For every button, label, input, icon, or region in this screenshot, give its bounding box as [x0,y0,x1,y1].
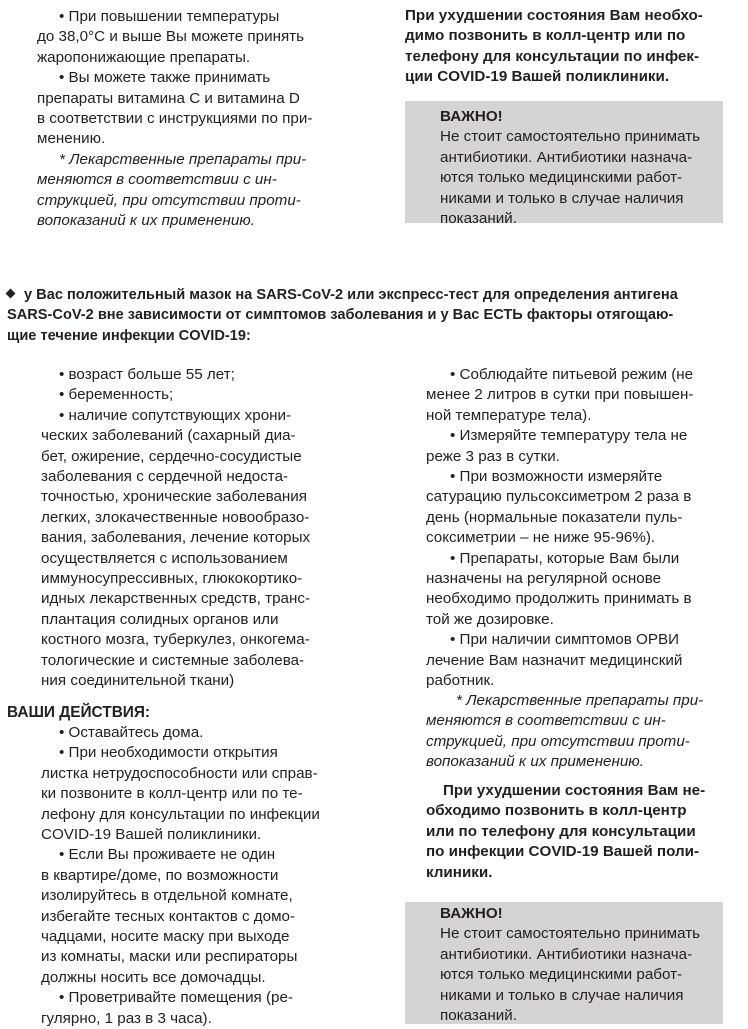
heading-line: SARS-CoV-2 вне зависимости от симптомов заболевания и у Вас ЕСТЬ факторы отягощаю- [7,307,674,324]
recommendation-line: лечение Вам назначит медицинский [426,651,683,669]
important-title: ВАЖНО! [440,905,503,922]
action-line: COVID-19 Вашей поликлиники. [41,826,262,844]
action-line: ки позвоните в колл-центр или по те- [41,785,303,803]
recommendation-line: назначены на регулярной основе [426,570,662,588]
medication-note [37,150,337,232]
risk-factor-line: плантация солидных органов или [41,610,279,628]
important-line: антибиотики. Антибиотики назнача- [440,945,693,963]
actions-heading [7,703,150,723]
section-heading [7,285,742,346]
important-line: Не стоит самостоятельно принимать [440,925,701,943]
risk-factor-line: вания, заболевания, лечение которых [41,529,311,547]
risk-factor-line: заболевания с сердечной недоста- [41,468,289,486]
important-line: никами и только в случае наличия [440,189,684,207]
notice-line: клиники. [426,863,493,881]
heading-line: у Вас положительный мазок на SARS-CoV-2 или экспресс-тест для определения антигена [7,285,742,305]
important-line: показаний. [440,1007,517,1025]
important-line: никами и только в случае наличия [440,986,684,1004]
action-line: чадцами, носите маску при выходе [41,928,290,946]
important-title: ВАЖНО! [440,108,503,125]
important-line: антибиотики. Антибиотики назнача- [440,148,693,166]
important-box-bottom [405,902,723,1024]
note-line: * Лекарственные препараты при- [59,151,307,168]
important-line: показаний. [440,210,517,228]
recommendation-line: • При возможности измеряйте [450,468,663,486]
actions-list [41,723,351,1029]
note-line: * Лекарственные препараты при- [456,692,704,709]
notice-line: или по телефону для консультации [426,822,696,840]
risk-factor-line: бет, ожирение, сердечно-сосудистые [41,447,302,465]
note-line: меняются в соответствии с ин- [426,712,666,730]
note-line: струкцией, при отсутствии проти- [37,191,301,209]
action-line: лефону для консультации по инфекции [41,805,320,823]
risk-factors-list [41,365,351,692]
text-line: препараты витамина С и витамина D [37,89,300,107]
risk-factor-line: • беременность; [59,386,174,404]
text-line: менению. [37,130,106,148]
risk-factor-line: легких, злокачественные новообразо- [41,508,310,526]
notice-line: телефону для консультации по инфек- [405,47,700,65]
action-line: из комнаты, маски или респираторы [41,948,298,966]
notice-line: обходимо позвонить в колл-центр [426,802,687,820]
risk-factor-line: • возраст больше 55 лет; [59,366,235,383]
important-line: ются только медицинскими работ- [440,966,683,984]
recommendation-line: ной температуре тела). [426,406,592,424]
heading-line: щие течение инфекции COVID-19: [7,327,251,344]
risk-factor-line: иммуносупрессивных, глюкокортико- [41,570,303,588]
notice-line: ции COVID-19 Вашей поликлиники. [405,68,670,86]
risk-factor-line: костного мозга, туберкулез, онкогема- [41,631,310,649]
call-center-notice-right [426,781,741,883]
recommendations-list [426,365,736,692]
action-line: должны носить все домочадцы. [41,968,266,986]
notice-line: При ухудшении состояния Вам не- [443,782,706,799]
action-line: в квартире/доме, по возможности [41,866,279,884]
risk-factor-line: • наличие сопутствующих хрони- [59,406,292,424]
action-line: изолируйтесь в отдельной комнате, [41,887,293,905]
action-line: гулярно, 1 раз в 3 часа). [41,1009,212,1027]
risk-factor-line: идных лекарственных средств, транс- [41,590,310,608]
recommendation-line: работник. [426,672,495,690]
risk-factor-line: ческих заболеваний (сахарный диа- [41,427,296,445]
recommendation-line: необходимо продолжить принимать в [426,590,692,608]
note-line: вопоказаний к их применению. [426,753,644,771]
recommendation-line: • Соблюдайте питьевой режим (не [450,366,694,383]
recommendation-line: • Измеряйте температуру тела не [450,427,688,445]
action-line: • Проветривайте помещения (ре- [59,989,294,1007]
actions-heading-text: ВАШИ ДЕЙСТВИЯ: [7,704,151,721]
notice-line: по инфекции COVID-19 Вашей поли- [426,843,700,861]
action-line: избегайте тесных контактов с домо- [41,907,296,925]
note-line: меняются в соответствии с ин- [37,171,277,189]
recommendation-line: день (нормальные показатели пуль- [426,508,683,526]
text-line: жаропонижающие препараты. [37,48,251,66]
recommendation-line: той же дозировке. [426,610,554,628]
action-line: • Если Вы проживаете не один [59,846,276,864]
risk-factor-line: тологические и системные заболева- [41,651,305,669]
risk-factor-line: осуществляется с использованием [41,549,288,567]
text-line: • Вы можете также принимать [59,69,271,87]
top-left-text [37,7,337,150]
action-line: • При необходимости открытия [59,744,278,762]
important-line: ются только медицинскими работ- [440,169,683,187]
call-center-notice [405,6,735,88]
important-box [405,101,723,228]
note-line: струкцией, при отсутствии проти- [426,732,690,750]
notice-line: При ухудшении состояния Вам необхо- [405,7,703,24]
action-line: листка нетрудоспособности или справ- [41,764,318,782]
recommendation-line: сатурацию пульсоксиметром 2 раза в [426,488,692,506]
note-line: вопоказаний к их применению. [37,212,255,230]
recommendation-line: • При наличии симптомов ОРВИ [450,631,680,649]
action-line: • Оставайтесь дома. [59,724,204,741]
recommendation-line: менее 2 литров в сутки при повышен- [426,386,694,404]
recommendation-line: соксиметрии – не ниже 95-96%). [426,529,656,547]
notice-line: димо позвонить в колл-центр или по [405,27,686,45]
risk-factor-line: ния соединительной ткани) [41,672,235,690]
diamond-bullet-icon [6,289,16,299]
recommendation-line: реже 3 раз в сутки. [426,447,560,465]
text-line: в соответствии с инструкциями по при- [37,110,313,128]
important-line: Не стоит самостоятельно принимать [440,128,701,146]
risk-factor-line: точностью, хронические заболевания [41,488,308,506]
text-line: до 38,0°С и выше Вы можете принять [37,28,305,46]
medication-note-right [426,691,736,773]
recommendation-line: • Препараты, которые Вам были [450,549,680,567]
text-line: • При повышении температуры [59,8,280,25]
